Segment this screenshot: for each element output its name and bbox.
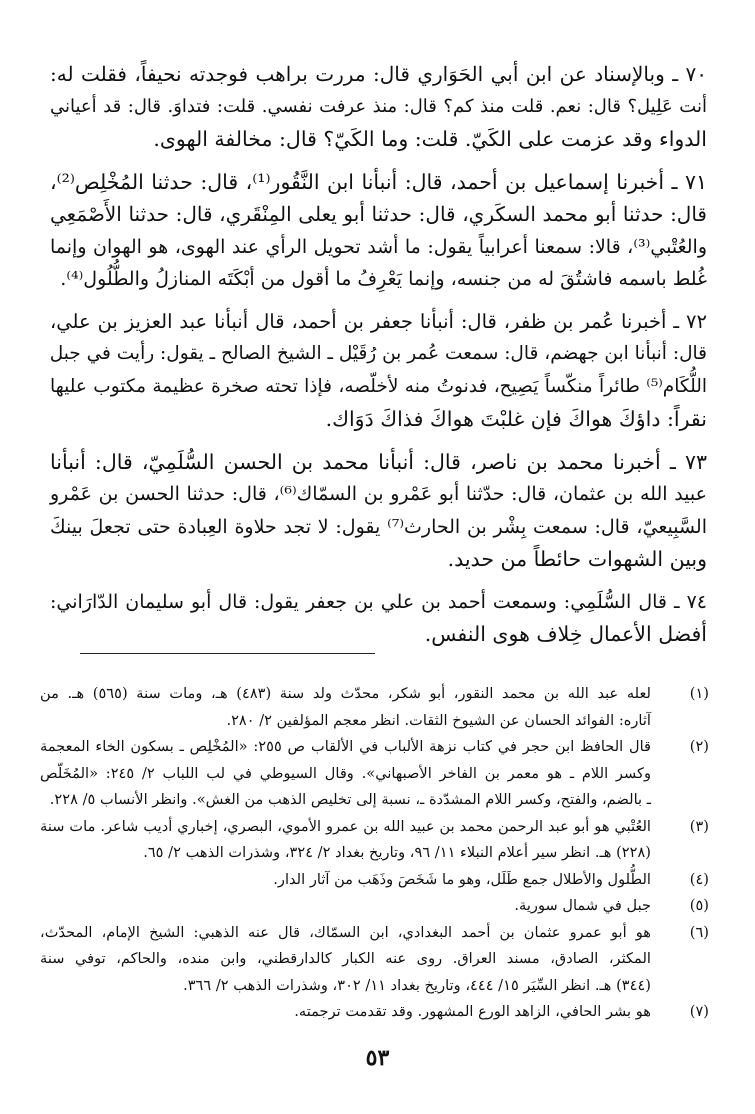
footnote-text: [40, 814, 651, 867]
footnote-line: قال الحافظ ابن حجر في كتاب نزهة الألباب في الألقاب ص ٢٥٥: «المُخْلِص ـ بسكون الخاء المعجمة: [40, 738, 651, 755]
paragraph: [50, 446, 707, 576]
text-line: أنت عَلِيل؟ قال: نعم. قلت منذ كم؟ قال: منذ عرفت نفسي. قلت: فتداوَ. قال: قد أعياني: [50, 95, 707, 117]
footnote: [40, 999, 709, 1026]
text-line: وبين الشهوات حائطاً من حديد.: [447, 547, 707, 571]
footnote-line: الطُّلول والأطلال جمع طَلَل، وهو ما شَخَصَ وذَهَب من آثار الدار.: [273, 870, 651, 888]
text-line: الدواء وقد عزمت على الكَيّ. قلت: وما الكَيّ؟ قال: مخالفة الهوى.: [153, 127, 707, 151]
footnote-number: (١): [689, 685, 709, 702]
footnote-text: [40, 681, 651, 734]
paragraph: [50, 306, 707, 436]
text-line: السَّبِيعيّ، قال: سمعت بِشْر بن الحارث⁽⁷⁾ يقول: لا تجد حلاوة العِبادة حتى تجعلَ بينكَ: [50, 515, 707, 538]
footnote-line: هو بشر الحافي، الزاهد الورع المشهور. وقد تقدمت ترجمته.: [294, 1003, 651, 1020]
text-line: ٧٠ ـ وبالإسناد عن ابن أبي الحَوَاري قال: مررت براهب فوجدته نحيفاً، فقلت له:: [50, 62, 707, 86]
footnote: [40, 681, 709, 734]
footnote-number: (٢): [689, 738, 709, 755]
page-number: ٥٣: [365, 1045, 390, 1071]
footnote: [40, 920, 709, 1000]
footnote-text: [40, 734, 651, 814]
text-line: والعُتْبي⁽³⁾، قالا: سمعنا أعرابياً يقول: ما أشد تحويل الرأي عند الهوى، هو الهوان وإنما: [50, 235, 707, 258]
footnote-line: لعله عبد الله بن محمد النقور، أبو شكر، محدّث ولد سنة (٤٨٣) هـ، ومات سنة (٥٦٥) هـ. من: [40, 685, 651, 702]
paragraph: [50, 58, 707, 156]
main-text: [50, 58, 707, 661]
footnote-number: (٣): [689, 817, 709, 835]
paragraph: [50, 586, 707, 651]
footnote-number: (٧): [689, 1003, 709, 1020]
footnote-line: وكسر اللام ـ هو معمر بن الفاخر الأصبهاني». وقال السيوطي في لب اللباب ٢/ ٢٤٥: «المُخَلّص: [40, 764, 651, 782]
text-line: نقراً: داؤكَ هواكَ فإن غلبْتَ هواكَ فذاكَ دَوَاك.: [325, 407, 707, 431]
footnote-line: (٣٤٤) هـ. انظر السِّيَر ١٥/ ٤٤٤، وتاريخ بغداد ١١/ ٣٠٢، وشذرات الذهب ٢/ ٣٦٦.: [183, 976, 651, 994]
text-line: غُلط باسمه فاشتُقَ له من جنسه، وإنما يَعْرِفُ ما أقول من أبْكَتَه المنازلُ والطُّلُول⁽⁴⁾.: [60, 268, 707, 290]
text-line: اللُّكَام⁽⁵⁾ طائراً منكّساً يَصِيح، فدنوتُ منه لأخلّصه، فإذا تحته صخرة عظيمة مكتوب عليها: [50, 375, 707, 397]
text-line: قال: حدثنا أبو محمد السكَري، قال: حدثنا أبو يعلى المِنْقَري، قال: حدثنا الأَصْمَعِي: [50, 202, 707, 226]
text-line: أفضل الأعمال خِلاف هوى النفس.: [424, 622, 707, 646]
text-line: عبيد الله بن عثمان، قال: حدّثنا أبو عَمْرو بن السمّاك⁽⁶⁾، قال: حدثنا الحسن بن عَمْرو: [50, 483, 707, 505]
text-line: ٧١ ـ أخبرنا إسماعيل بن أحمد، قال: أنبأنا ابن النَّقُور⁽¹⁾، قال: حدثنا المُخْلِص⁽²⁾،: [50, 169, 707, 194]
footnote-number: (٤): [689, 870, 709, 888]
footnote-number: (٦): [689, 923, 709, 941]
text-line: قال: أنبأنا ابن جهضم، قال: سمعت عُمر بن رُقَيْل ـ الشيخ الصالح ـ يقول: رأيت في جبل: [49, 343, 707, 364]
paragraph: [50, 166, 707, 296]
footnote: [40, 867, 709, 894]
footnote-number: (٥): [689, 897, 709, 914]
footnote: [40, 814, 709, 867]
footnotes: [40, 681, 709, 1026]
footnote-line: آثاره: الفوائد الحسان عن الشيوخ الثقات. انظر معجم المؤلفين ٢/ ٢٨٠.: [226, 711, 651, 729]
footnote-text: [40, 999, 651, 1026]
footnote-text: [40, 867, 651, 894]
text-line: ٧٤ ـ قال السُّلَمِي: وسمعت أحمد بن علي بن جعفر يقول: قال أبو سليمان الدّارَاني:: [50, 590, 707, 613]
footnote-line: هو أبو عمرو عثمان بن أحمد البغدادي، ابن السمّاك، قال عنه الذهبي: الشيخ الإمام، المحدّث،: [40, 923, 651, 941]
footnote-separator: [80, 653, 375, 654]
text-line: ٧٢ ـ أخبرنا عُمر بن ظفر، قال: أنبأنا جعفر بن أحمد، قال أنبأنا عبد العزيز بن علي،: [50, 309, 707, 333]
text-line: ٧٣ ـ أخبرنا محمد بن ناصر، قال: أنبأنا محمد بن الحسن السُّلَمِيّ، قال: أنبأنا: [50, 449, 707, 474]
footnote-line: (٢٢٨) هـ. انظر سير أعلام النبلاء ١١/ ٩٦، وتاريخ بغداد ٢/ ٣٢٤، وشذرات الذهب ٢/ ٦٥.: [143, 844, 651, 861]
footnote: [40, 734, 709, 814]
footnote-line: المكثر، الصادق، مسند العراق. روى عنه الكبار كالدارقطني، وابن منده، والحاكم، توفي سنة: [40, 950, 651, 967]
footnote-line: العُتْبي هو أبو عبد الرحمن محمد بن عبيد الله بن عمرو الأموي، البصري، إخباري أديب شاعر. مات سنة: [40, 817, 651, 835]
footnote-line: ـ بالضم، والفتح، وكسر اللام المشدّدة ـ، نسبة إلى تخليص الذهب من الغش». وانظر الأنساب ٥/ ٢٢٨.: [49, 791, 651, 808]
footnote-line: جبل في شمال سورية.: [514, 897, 651, 914]
footnote: [40, 893, 709, 920]
footnote-text: [40, 920, 651, 1000]
footnote-text: [40, 893, 651, 920]
